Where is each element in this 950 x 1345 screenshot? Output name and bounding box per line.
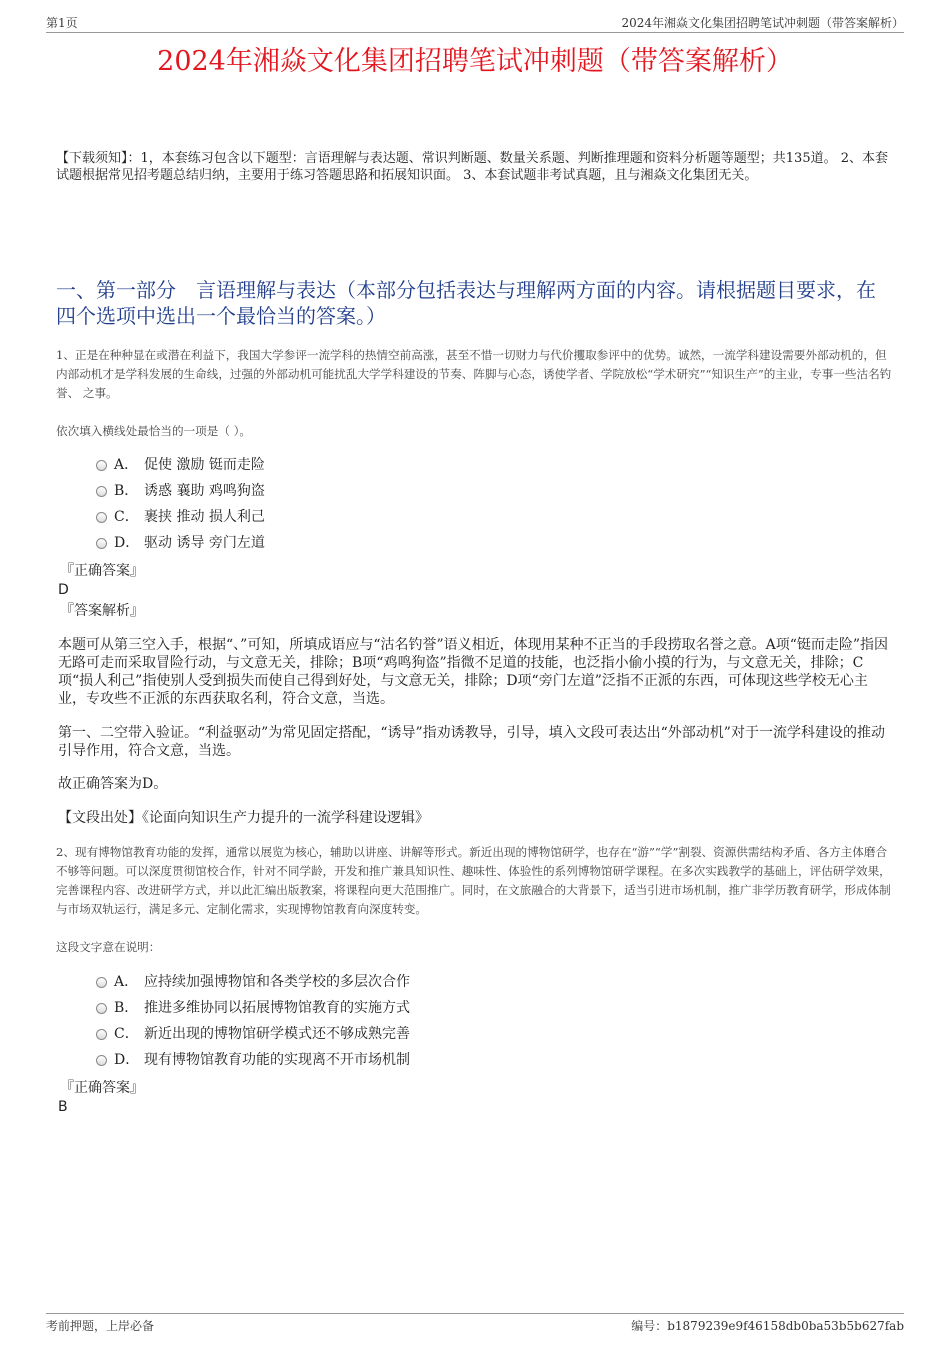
question-1-options — [96, 452, 696, 556]
option-text: 诱惑 襄助 鸡鸣狗盗 — [144, 483, 265, 499]
option-text: 驱动 诱导 旁门左道 — [144, 535, 265, 551]
radio-icon[interactable] — [96, 486, 107, 497]
radio-icon[interactable] — [96, 1003, 107, 1014]
analysis-paragraph: 第一、二空带入验证。“利益驱动”为常见固定搭配，“诱导”指劝诱教导，引导，填入文段可表达出“外部动机”对于一流学科建设的推动引导作用，符合文意，当选。 — [58, 725, 885, 759]
passage-source: 【文段出处】《论面向知识生产力提升的一流学科建设逻辑》 — [58, 810, 429, 826]
option-b[interactable] — [96, 995, 696, 1021]
download-notice: 【下载须知】：1，本套练习包含以下题型：言语理解与表达题、常识判断题、数量关系题、判断推理题和资料分析题等题型；共135道。 2、本套试题根据常见招考题总结归纳，主要用于练习答题思路和拓展知识面。 3、本套试题非考试真题，且与湘焱文化集团无关。 — [56, 151, 888, 183]
option-text: 促使 激励 铤而走险 — [144, 457, 265, 473]
option-b[interactable] — [96, 478, 696, 504]
option-d[interactable] — [96, 1047, 696, 1073]
option-a[interactable] — [96, 452, 696, 478]
radio-icon[interactable] — [96, 538, 107, 549]
document-title: 2024年湘焱文化集团招聘笔试冲刺题（带答案解析） — [157, 46, 793, 77]
page-header — [46, 14, 904, 33]
option-letter: B． — [114, 1000, 139, 1016]
option-letter: C． — [114, 1026, 139, 1042]
option-letter: B． — [114, 483, 139, 499]
correct-answer: B — [58, 1099, 68, 1115]
radio-icon[interactable] — [96, 1055, 107, 1066]
analysis-paragraph: 本题可从第三空入手，根据“、”可知，所填成语应与“沽名钓誉”语义相近，体现用某种不正当的手段捞取名誉之意。A项“铤而走险”指因无路可走而采取冒险行动，与文意无关，排除；B项“鸡鸣狗盗”指微不足道的技能，也泛指小偷小摸的行为，与文意无关，排除；C项“损人利己”指使别人受到损失而使自己得到好处，与文意无关，排除；D项“旁门左道”泛指不正派的东西，可体现这些学校无心主业，专攻些不正派的东西获取名利，符合文意，当选。 — [58, 637, 889, 707]
radio-icon[interactable] — [96, 977, 107, 988]
correct-answer-label: 『正确答案』 — [60, 563, 144, 579]
document-id: 编号：b1879239e9f46158db0ba53b5b627fab — [631, 1319, 904, 1333]
question-2-prompt: 这段文字意在说明： — [56, 940, 161, 954]
question-1-prompt: 依次填入横线处最恰当的一项是（ ）。 — [56, 424, 251, 438]
radio-icon[interactable] — [96, 512, 107, 523]
option-letter: C． — [114, 509, 139, 525]
question-2-text: 2、现有博物馆教育功能的发挥，通常以展览为核心，辅助以讲座、讲解等形式。新近出现的博物馆研学，也存在“游”“学”割裂、资源供需结构矛盾、各方主体磨合不够等问题。可以深度贯彻馆校合作，针对不同学龄，开发和推广兼具知识性、趣味性、体验性的系列博物馆研学课程。在多次实践教学的基础上，评估研学效果，完善课程内容、改进研学方式，并以此汇编出版教案，将课程向更大范围推广。同时，在文旅融合的大背景下，适当引进市场机制，推广非学历教育研学，形成体制与市场双轨运行，满足多元、定制化需求，实现博物馆教育向深度转变。 — [56, 845, 891, 916]
header-doc-name: 2024年湘焱文化集团招聘笔试冲刺题（带答案解析） — [621, 16, 904, 30]
option-d[interactable] — [96, 530, 696, 556]
option-letter: A． — [114, 457, 139, 473]
option-text: 裹挟 推动 损人利己 — [144, 509, 265, 525]
option-text: 现有博物馆教育功能的实现离不开市场机制 — [144, 1052, 410, 1068]
analysis-conclusion: 故正确答案为D。 — [58, 776, 168, 792]
option-a[interactable] — [96, 969, 696, 995]
radio-icon[interactable] — [96, 460, 107, 471]
section-heading: 一、第一部分 言语理解与表达（本部分包括表达与理解两方面的内容。请根据题目要求，在四个选项中选出一个最恰当的答案。） — [56, 278, 876, 328]
question-2-options — [96, 969, 696, 1073]
analysis-label: 『答案解析』 — [60, 603, 144, 619]
option-text: 新近出现的博物馆研学模式还不够成熟完善 — [144, 1026, 410, 1042]
footer-slogan: 考前押题，上岸必备 — [46, 1319, 155, 1333]
option-c[interactable] — [96, 504, 696, 530]
question-1-text: 1、正是在种种显在或潜在利益下，我国大学参评一流学科的热情空前高涨，甚至不惜一切财力与代价攫取参评中的优势。诚然，一流学科建设需要外部动机的，但内部动机才是学科发展的生命线，过强的外部动机可能扰乱大学学科建设的节奏、阵脚与心态，诱使学者、学院放松“学术研究”“知识生产”的主业，专事一些沽名钓誉、 之事。 — [56, 348, 892, 400]
correct-answer: D — [58, 582, 69, 598]
option-letter: A． — [114, 974, 139, 990]
correct-answer-label: 『正确答案』 — [60, 1080, 144, 1096]
option-letter: D． — [114, 535, 140, 551]
option-letter: D． — [114, 1052, 140, 1068]
radio-icon[interactable] — [96, 1029, 107, 1040]
option-c[interactable] — [96, 1021, 696, 1047]
page-footer — [46, 1313, 904, 1334]
option-text: 推进多维协同以拓展博物馆教育的实施方式 — [144, 1000, 410, 1016]
option-text: 应持续加强博物馆和各类学校的多层次合作 — [144, 974, 410, 990]
page-number: 第1页 — [46, 16, 78, 30]
